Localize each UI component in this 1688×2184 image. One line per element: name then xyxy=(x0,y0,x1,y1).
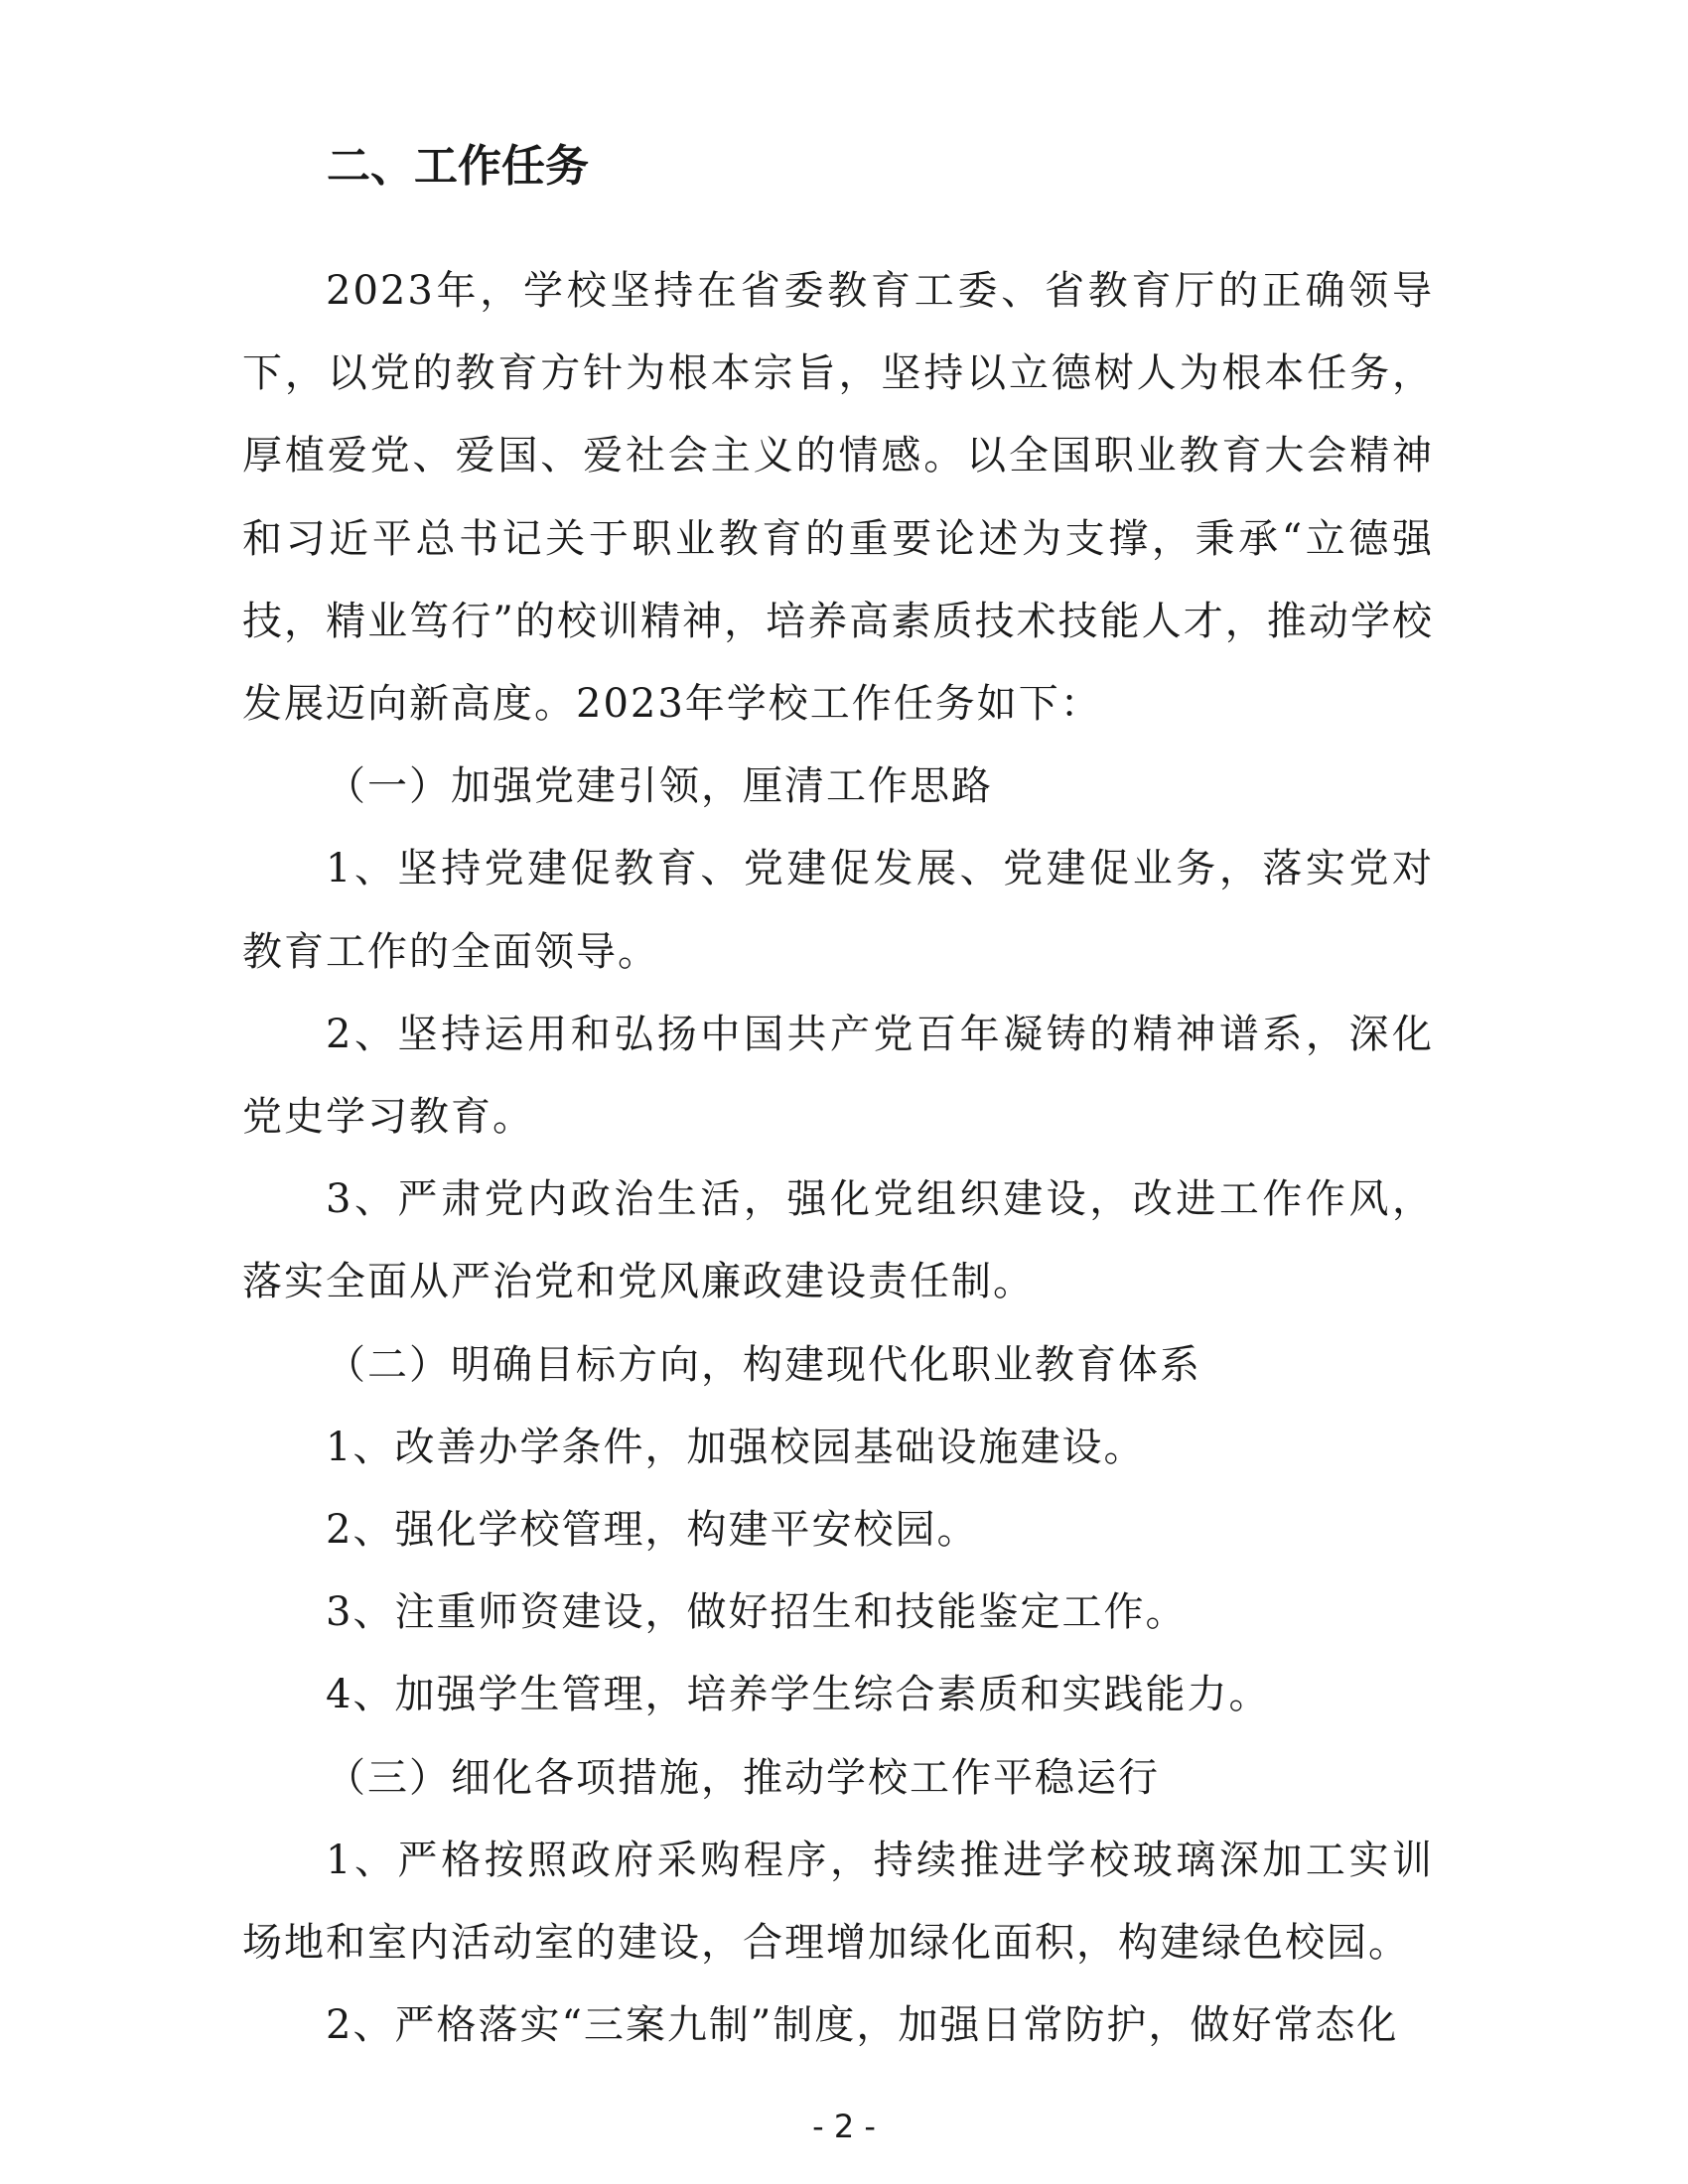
list-item: 2、坚持运用和弘扬中国共产党百年凝铸的精神谱系，深化党史学习教育。 xyxy=(242,1011,1434,1141)
subsection-heading-1: （一）加强党建引领，厘清工作思路 xyxy=(326,763,993,810)
list-item: 3、严肃党内政治生活，强化党组织建设，改进工作作风，落实全面从严治党和党风廉政建设责任制。 xyxy=(242,1176,1434,1305)
intro-paragraph: 2023年，学校坚持在省委教育工委、省教育厅的正确领导下，以党的教育方针为根本宗旨，坚持以立德树人为根本任务，厚植爱党、爱国、爱社会主义的情感。以全国职业教育大会精神和习近平总书记关于职业教育的重要论述为支撑，秉承“立德强技，精业笃行”的校训精神，培养高素质技术技能人才，推动学校发展迈向新高度。2023年学校工作任务如下： xyxy=(242,268,1434,728)
list-item: 2、严格落实“三案九制”制度，加强日常防护，做好常态化 xyxy=(326,2002,1399,2049)
page-number: - 2 - xyxy=(812,2108,876,2145)
subsection-heading-3: （三）细化各项措施，推动学校工作平稳运行 xyxy=(326,1754,1160,1801)
list-item: 1、坚持党建促教育、党建促发展、党建促业务，落实党对教育工作的全面领导。 xyxy=(242,846,1434,975)
list-item: 3、注重师资建设，做好招生和技能鉴定工作。 xyxy=(326,1589,1188,1636)
body-text xyxy=(242,250,1434,2067)
section-heading: 二、工作任务 xyxy=(327,141,589,192)
list-item: 2、强化学校管理，构建平安校园。 xyxy=(326,1507,979,1554)
list-item: 1、严格按照政府采购程序，持续推进学校玻璃深加工实训场地和室内活动室的建设，合理增加绿化面积，构建绿色校园。 xyxy=(242,1837,1434,1967)
subsection-heading-2: （二）明确目标方向，构建现代化职业教育体系 xyxy=(326,1341,1201,1388)
list-item: 4、加强学生管理，培养学生综合素质和实践能力。 xyxy=(326,1672,1271,1718)
list-item: 1、改善办学条件，加强校园基础设施建设。 xyxy=(326,1424,1146,1470)
